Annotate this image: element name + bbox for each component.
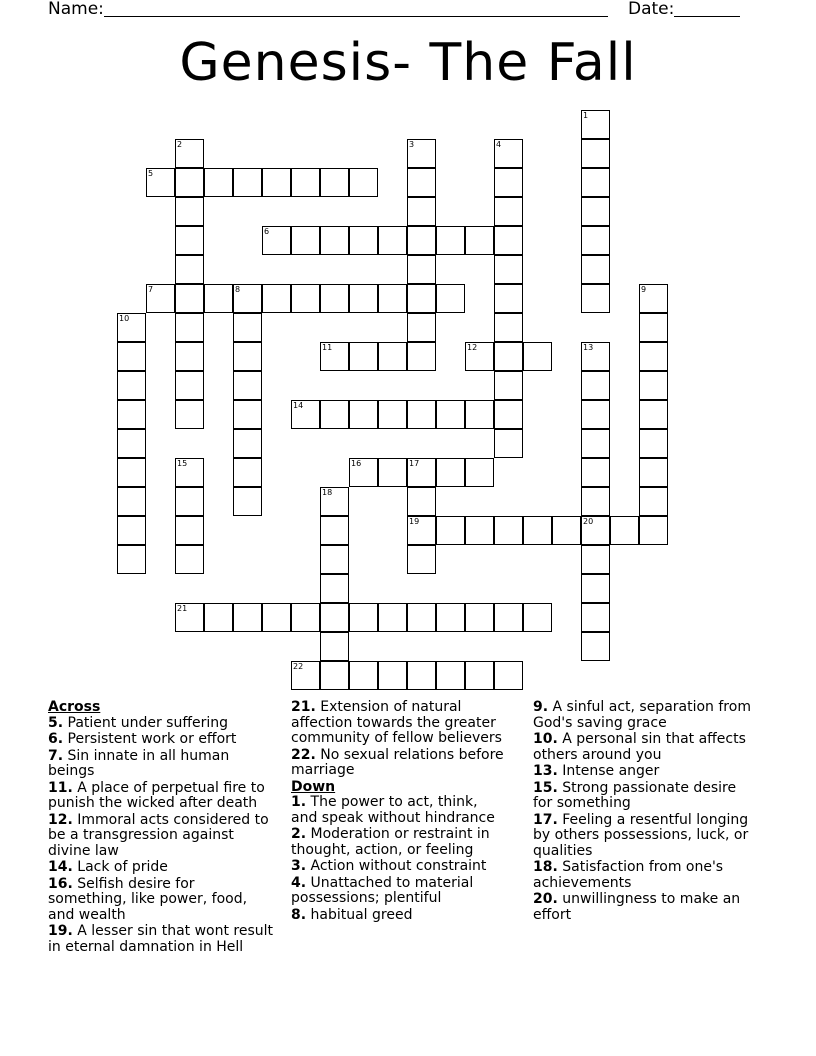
crossword-cell[interactable] bbox=[639, 284, 668, 313]
crossword-cell[interactable] bbox=[117, 487, 146, 516]
crossword-cell[interactable] bbox=[320, 574, 349, 603]
clue-item-number: 21. bbox=[291, 699, 316, 715]
crossword-cell[interactable] bbox=[233, 371, 262, 400]
crossword-cell[interactable] bbox=[320, 226, 349, 255]
crossword-cell[interactable] bbox=[581, 429, 610, 458]
across-clue-list bbox=[48, 716, 276, 956]
crossword-cell[interactable] bbox=[581, 342, 610, 371]
clue-item-text: The power to act, think, and speak without hindrance bbox=[291, 794, 495, 826]
crossword-cell[interactable] bbox=[494, 313, 523, 342]
crossword-cell[interactable] bbox=[494, 226, 523, 255]
crossword-cell[interactable] bbox=[378, 226, 407, 255]
clue-number: 20 bbox=[583, 517, 594, 526]
clue-item-text: Lack of pride bbox=[72, 859, 168, 875]
clue-item-text: Immoral acts considered to be a transgression against divine law bbox=[48, 811, 269, 859]
clue-item bbox=[291, 700, 507, 747]
clue-number: 6 bbox=[264, 227, 270, 236]
clue-item-text: Selfish desire for something, like power, food, and wealth bbox=[48, 875, 248, 923]
clue-item-text: unwillingness to make an effort bbox=[533, 891, 741, 923]
crossword-cell[interactable] bbox=[175, 284, 204, 313]
clue-item bbox=[533, 732, 759, 763]
clues-column-3 bbox=[533, 700, 759, 924]
crossword-cell[interactable] bbox=[117, 516, 146, 545]
clue-item-number: 15. bbox=[533, 779, 558, 796]
clue-number: 15 bbox=[177, 459, 188, 468]
clue-item-text: Patient under suffering bbox=[63, 714, 228, 731]
crossword-cell[interactable] bbox=[175, 313, 204, 342]
crossword-cell[interactable] bbox=[407, 661, 436, 690]
crossword-cell[interactable] bbox=[581, 632, 610, 661]
crossword-cell[interactable] bbox=[639, 458, 668, 487]
clue-item bbox=[48, 877, 276, 924]
clue-item-number: 10. bbox=[533, 731, 558, 747]
crossword-cell[interactable] bbox=[175, 168, 204, 197]
crossword-cell[interactable] bbox=[117, 400, 146, 429]
clue-item-number: 13. bbox=[533, 763, 558, 779]
clue-item bbox=[291, 748, 507, 779]
clue-item bbox=[291, 859, 507, 875]
clue-item bbox=[533, 892, 759, 923]
crossword-cell[interactable] bbox=[581, 110, 610, 139]
crossword-cell[interactable] bbox=[349, 603, 378, 632]
clue-item-text: habitual greed bbox=[306, 906, 413, 923]
down-clue-list bbox=[291, 795, 507, 923]
crossword-cell[interactable] bbox=[639, 400, 668, 429]
clue-item-number: 14. bbox=[48, 859, 73, 875]
crossword-cell[interactable] bbox=[581, 603, 610, 632]
crossword-cell[interactable] bbox=[291, 284, 320, 313]
crossword-cell[interactable] bbox=[233, 168, 262, 197]
crossword-cell[interactable] bbox=[291, 226, 320, 255]
crossword-cell[interactable] bbox=[494, 661, 523, 690]
crossword-cell[interactable] bbox=[494, 284, 523, 313]
crossword-cell[interactable] bbox=[407, 139, 436, 168]
clue-number: 19 bbox=[409, 517, 420, 526]
clue-number: 5 bbox=[148, 169, 154, 178]
crossword-cell[interactable] bbox=[523, 342, 552, 371]
clue-item bbox=[291, 876, 507, 907]
crossword-cell[interactable] bbox=[291, 168, 320, 197]
crossword-cell[interactable] bbox=[581, 574, 610, 603]
crossword-cell[interactable] bbox=[117, 313, 146, 342]
clue-item-text: Sin innate in all human beings bbox=[48, 747, 230, 779]
crossword-cell[interactable] bbox=[175, 139, 204, 168]
crossword-cell[interactable] bbox=[581, 255, 610, 284]
crossword-cell[interactable] bbox=[233, 458, 262, 487]
crossword-cell[interactable] bbox=[407, 487, 436, 516]
crossword-cell[interactable] bbox=[407, 313, 436, 342]
crossword-cell[interactable] bbox=[494, 197, 523, 226]
crossword-cell[interactable] bbox=[639, 516, 668, 545]
crossword-cell[interactable] bbox=[320, 632, 349, 661]
clues-column-2 bbox=[291, 700, 507, 924]
clue-item-text: A personal sin that affects others around you bbox=[533, 731, 746, 763]
crossword-cell[interactable] bbox=[436, 661, 465, 690]
crossword-cell[interactable] bbox=[465, 458, 494, 487]
clue-item bbox=[48, 860, 276, 876]
crossword-cell[interactable] bbox=[581, 168, 610, 197]
crossword-cell[interactable] bbox=[639, 313, 668, 342]
clue-item-text: Satisfaction from one's achievements bbox=[533, 859, 724, 891]
clue-item-number: 22. bbox=[291, 746, 316, 763]
clue-number: 12 bbox=[467, 343, 478, 352]
clue-number: 7 bbox=[148, 285, 154, 294]
clue-item-text: Persistent work or effort bbox=[63, 731, 237, 747]
crossword-cell[interactable] bbox=[378, 284, 407, 313]
crossword-cell[interactable] bbox=[407, 516, 436, 545]
crossword-cell[interactable] bbox=[494, 516, 523, 545]
clue-item-number: 6. bbox=[48, 731, 64, 747]
clue-item-text: Moderation or restraint in thought, action, or feeling bbox=[291, 826, 490, 858]
crossword-cell[interactable] bbox=[233, 487, 262, 516]
crossword-cell[interactable] bbox=[320, 487, 349, 516]
clue-number: 16 bbox=[351, 459, 362, 468]
clue-number: 21 bbox=[177, 604, 188, 613]
crossword-cell[interactable] bbox=[175, 226, 204, 255]
crossword-cell[interactable] bbox=[494, 139, 523, 168]
crossword-cell[interactable] bbox=[465, 342, 494, 371]
clue-item-text: No sexual relations before marriage bbox=[291, 746, 504, 778]
crossword-cell[interactable] bbox=[407, 284, 436, 313]
crossword-cell[interactable] bbox=[175, 400, 204, 429]
crossword-cell[interactable] bbox=[436, 516, 465, 545]
crossword-cell[interactable] bbox=[349, 284, 378, 313]
clue-item-number: 18. bbox=[533, 859, 558, 875]
clue-item-text: Strong passionate desire for something bbox=[533, 779, 737, 811]
name-label: Name: bbox=[48, 0, 104, 19]
crossword-cell[interactable] bbox=[117, 458, 146, 487]
crossword-cell[interactable] bbox=[146, 284, 175, 313]
clue-item-number: 1. bbox=[291, 794, 307, 810]
crossword-cell[interactable] bbox=[233, 342, 262, 371]
crossword-cell[interactable] bbox=[610, 516, 639, 545]
crossword-cell[interactable] bbox=[175, 545, 204, 574]
crossword-cell[interactable] bbox=[175, 371, 204, 400]
crossword-cell[interactable] bbox=[233, 400, 262, 429]
clue-number: 22 bbox=[293, 662, 304, 671]
clue-number: 3 bbox=[409, 140, 415, 149]
clue-item-number: 17. bbox=[533, 811, 558, 828]
crossword-cell[interactable] bbox=[581, 226, 610, 255]
clue-item-text: A sinful act, separation from God's saving grace bbox=[533, 699, 751, 731]
crossword-cell[interactable] bbox=[494, 603, 523, 632]
crossword-cell[interactable] bbox=[320, 342, 349, 371]
crossword-cell[interactable] bbox=[436, 603, 465, 632]
clue-item-text: A lesser sin that wont result in eternal damnation in Hell bbox=[48, 923, 274, 955]
across-clue-list-continued bbox=[291, 700, 507, 779]
crossword-cell[interactable] bbox=[581, 458, 610, 487]
crossword-cell[interactable] bbox=[349, 168, 378, 197]
crossword-cell[interactable] bbox=[494, 429, 523, 458]
crossword-cell[interactable] bbox=[552, 516, 581, 545]
crossword-cell[interactable] bbox=[407, 458, 436, 487]
down-heading: Down bbox=[291, 778, 336, 795]
clue-number: 10 bbox=[119, 314, 130, 323]
crossword-cell[interactable] bbox=[581, 487, 610, 516]
crossword-cell[interactable] bbox=[262, 284, 291, 313]
clue-item-number: 3. bbox=[291, 858, 307, 874]
clue-number: 17 bbox=[409, 459, 420, 468]
crossword-cell[interactable] bbox=[465, 400, 494, 429]
clue-number: 11 bbox=[322, 343, 333, 352]
clue-item-number: 19. bbox=[48, 923, 73, 939]
crossword-cell[interactable] bbox=[639, 429, 668, 458]
clue-number: 4 bbox=[496, 140, 502, 149]
crossword-cell[interactable] bbox=[175, 603, 204, 632]
clue-item bbox=[48, 924, 276, 955]
down-clue-list-continued bbox=[533, 700, 759, 923]
crossword-cell[interactable] bbox=[465, 226, 494, 255]
crossword-cell[interactable] bbox=[639, 487, 668, 516]
crossword-cell[interactable] bbox=[262, 226, 291, 255]
crossword-cell[interactable] bbox=[175, 197, 204, 226]
crossword-cell[interactable] bbox=[407, 197, 436, 226]
crossword-cell[interactable] bbox=[204, 168, 233, 197]
clue-item-number: 5. bbox=[48, 714, 64, 731]
crossword-cell[interactable] bbox=[320, 661, 349, 690]
crossword-cell[interactable] bbox=[175, 487, 204, 516]
crossword-cell[interactable] bbox=[639, 371, 668, 400]
crossword-cell[interactable] bbox=[320, 284, 349, 313]
crossword-cell[interactable] bbox=[117, 371, 146, 400]
clue-item bbox=[533, 860, 759, 891]
clue-item bbox=[533, 700, 759, 731]
crossword-cell[interactable] bbox=[494, 342, 523, 371]
across-heading: Across bbox=[48, 699, 101, 715]
crossword-cell[interactable] bbox=[436, 284, 465, 313]
clue-number: 18 bbox=[322, 488, 333, 497]
crossword-cell[interactable] bbox=[581, 371, 610, 400]
clue-number: 2 bbox=[177, 140, 183, 149]
clue-number: 14 bbox=[293, 401, 304, 410]
crossword-cell[interactable] bbox=[291, 400, 320, 429]
crossword-cell[interactable] bbox=[175, 342, 204, 371]
crossword-cell[interactable] bbox=[175, 516, 204, 545]
clue-item-number: 4. bbox=[291, 874, 307, 891]
crossword-cell[interactable] bbox=[494, 400, 523, 429]
crossword-cell[interactable] bbox=[117, 342, 146, 371]
clue-item bbox=[48, 813, 276, 860]
page-title: Genesis- The Fall bbox=[179, 33, 637, 93]
crossword-cell[interactable] bbox=[523, 516, 552, 545]
crossword-cell[interactable] bbox=[581, 400, 610, 429]
crossword-cell[interactable] bbox=[465, 661, 494, 690]
clue-number: 1 bbox=[583, 111, 589, 120]
clue-item-text: A place of perpetual fire to punish the wicked after death bbox=[48, 779, 265, 811]
crossword-cell[interactable] bbox=[378, 400, 407, 429]
crossword-cell[interactable] bbox=[436, 226, 465, 255]
date-label: Date: bbox=[628, 0, 675, 19]
crossword-cell[interactable] bbox=[407, 400, 436, 429]
clue-item bbox=[48, 732, 276, 748]
crossword-cell[interactable] bbox=[407, 255, 436, 284]
crossword-cell[interactable] bbox=[233, 429, 262, 458]
crossword-cell[interactable] bbox=[117, 429, 146, 458]
clues-column-1 bbox=[48, 700, 276, 956]
clue-item-text: Unattached to material possessions; plentiful bbox=[291, 874, 474, 906]
crossword-cell[interactable] bbox=[320, 516, 349, 545]
crossword-cell[interactable] bbox=[407, 226, 436, 255]
crossword-cell[interactable] bbox=[262, 168, 291, 197]
crossword-cell[interactable] bbox=[349, 661, 378, 690]
clue-item bbox=[533, 813, 759, 860]
clue-item-number: 9. bbox=[533, 699, 549, 715]
clue-item bbox=[291, 827, 507, 858]
crossword-cell[interactable] bbox=[407, 342, 436, 371]
clue-item bbox=[48, 716, 276, 732]
clue-item-text: Intense anger bbox=[557, 763, 660, 779]
crossword-cell[interactable] bbox=[494, 168, 523, 197]
crossword-cell[interactable] bbox=[581, 197, 610, 226]
clue-item-number: 12. bbox=[48, 811, 73, 828]
clue-item-number: 2. bbox=[291, 826, 307, 842]
clue-item-number: 7. bbox=[48, 747, 64, 764]
clue-item bbox=[533, 764, 759, 780]
crossword-cell[interactable] bbox=[465, 603, 494, 632]
clue-item bbox=[533, 781, 759, 812]
crossword-cell[interactable] bbox=[233, 284, 262, 313]
crossword-cell[interactable] bbox=[262, 603, 291, 632]
crossword-cell[interactable] bbox=[175, 458, 204, 487]
crossword-cell[interactable] bbox=[436, 458, 465, 487]
crossword-cell[interactable] bbox=[494, 255, 523, 284]
crossword-cell[interactable] bbox=[349, 226, 378, 255]
clue-item bbox=[48, 781, 276, 812]
clue-item-text: Feeling a resentful longing by others possessions, luck, or qualities bbox=[533, 811, 749, 859]
clue-number: 8 bbox=[235, 285, 241, 294]
crossword-cell[interactable] bbox=[117, 545, 146, 574]
crossword-cell[interactable] bbox=[378, 661, 407, 690]
crossword-cell[interactable] bbox=[204, 284, 233, 313]
crossword-cell[interactable] bbox=[175, 255, 204, 284]
clue-item-number: 20. bbox=[533, 891, 558, 907]
crossword-cell[interactable] bbox=[407, 545, 436, 574]
crossword-cell[interactable] bbox=[523, 603, 552, 632]
crossword-cell[interactable] bbox=[204, 603, 233, 632]
crossword-cell[interactable] bbox=[436, 400, 465, 429]
clue-item-number: 8. bbox=[291, 906, 307, 923]
crossword-cell[interactable] bbox=[639, 342, 668, 371]
crossword-cell[interactable] bbox=[378, 458, 407, 487]
crossword-cell[interactable] bbox=[291, 661, 320, 690]
crossword-cell[interactable] bbox=[349, 342, 378, 371]
crossword-cell[interactable] bbox=[349, 458, 378, 487]
clue-item-number: 11. bbox=[48, 779, 73, 796]
crossword-cell[interactable] bbox=[233, 313, 262, 342]
crossword-cell[interactable] bbox=[320, 400, 349, 429]
crossword-cell[interactable] bbox=[233, 603, 262, 632]
clue-item-number: 16. bbox=[48, 875, 73, 892]
crossword-cell[interactable] bbox=[146, 168, 175, 197]
crossword-cell[interactable] bbox=[494, 371, 523, 400]
crossword-cell[interactable] bbox=[581, 139, 610, 168]
crossword-cell[interactable] bbox=[581, 516, 610, 545]
crossword-cell[interactable] bbox=[465, 516, 494, 545]
crossword-cell[interactable] bbox=[581, 284, 610, 313]
crossword-cell[interactable] bbox=[378, 342, 407, 371]
clue-item bbox=[291, 908, 507, 924]
crossword-cell[interactable] bbox=[291, 603, 320, 632]
clue-number: 13 bbox=[583, 343, 594, 352]
clue-number: 9 bbox=[641, 285, 647, 294]
crossword-cell[interactable] bbox=[320, 603, 349, 632]
crossword-cell[interactable] bbox=[349, 400, 378, 429]
clue-item-text: Action without constraint bbox=[306, 858, 487, 874]
crossword-cell[interactable] bbox=[407, 168, 436, 197]
crossword-cell[interactable] bbox=[581, 545, 610, 574]
crossword-cell[interactable] bbox=[320, 545, 349, 574]
crossword-cell[interactable] bbox=[378, 603, 407, 632]
crossword-cell[interactable] bbox=[320, 168, 349, 197]
clue-item bbox=[48, 749, 276, 780]
clue-item bbox=[291, 795, 507, 826]
crossword-cell[interactable] bbox=[407, 603, 436, 632]
clue-item-text: Extension of natural affection towards the greater community of fellow believers bbox=[291, 699, 502, 746]
